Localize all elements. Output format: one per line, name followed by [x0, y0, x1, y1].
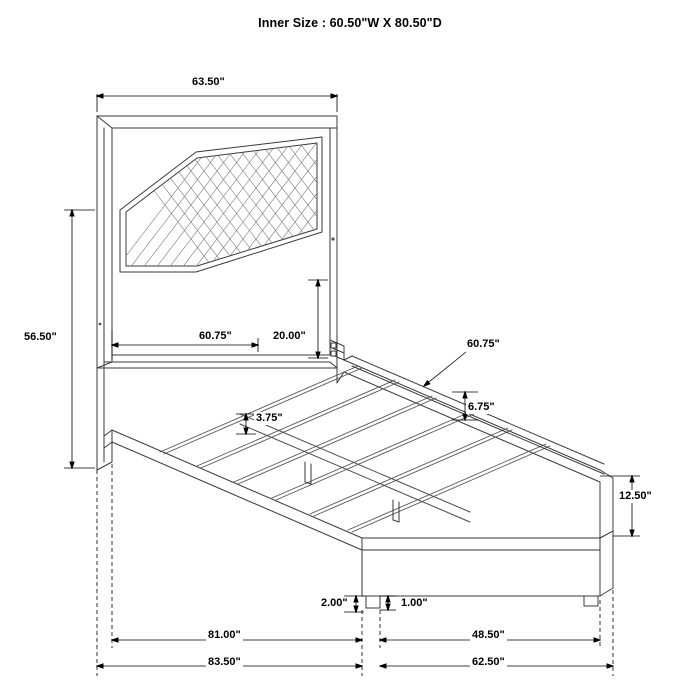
dim-rail-length: 60.75" [467, 338, 500, 350]
dim-headboard-lower-height: 20.00" [273, 330, 306, 342]
dim-rail-height: 6.75" [468, 401, 495, 413]
dim-overall-width: 62.50" [472, 656, 505, 668]
dim-overall-depth: 83.50" [208, 656, 241, 668]
dim-side-rail-depth: 81.00" [208, 629, 241, 641]
dim-headboard-width: 63.50" [192, 76, 225, 88]
dim-slat-thickness: 3.75" [256, 412, 283, 424]
page-title: Inner Size : 60.50"W X 80.50"D [258, 16, 442, 30]
dim-foot-clearance: 2.00" [321, 597, 348, 609]
dim-footboard-width: 48.50" [472, 629, 505, 641]
dim-footboard-height: 12.50" [619, 490, 652, 502]
dim-headboard-panel-width: 60.75" [199, 330, 232, 342]
dim-foot-leg-thickness: 1.00" [401, 597, 428, 609]
dim-overall-height: 56.50" [24, 331, 57, 343]
